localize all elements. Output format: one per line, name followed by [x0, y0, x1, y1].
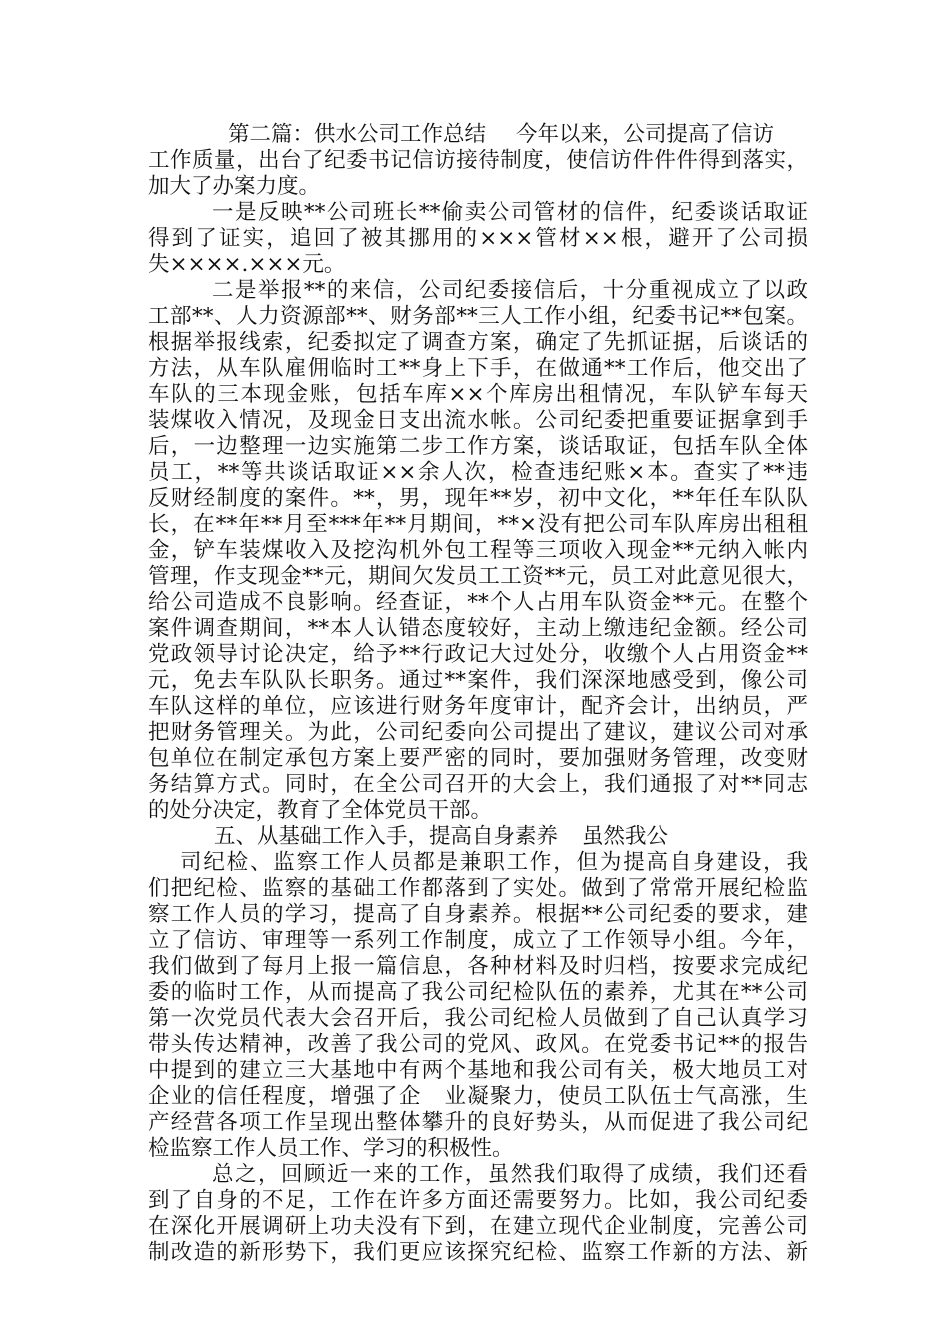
document-title: 第二篇：供水公司工作总结	[228, 122, 487, 147]
document-body	[148, 122, 808, 1266]
paragraph-line: 装煤收入情况，及现金日支出流水帐。公司纪委把重要证据拿到手	[148, 408, 808, 433]
paragraph-line: 长，在**年**月至***年**月期间，**×没有把公司车队库房出租租	[148, 512, 808, 537]
paragraph-line: 包单位在制定承包方案上要严密的同时，要加强财务管理，改变财	[148, 746, 808, 771]
paragraph-line: 检监察工作人员工作、学习的积极性。	[148, 1136, 514, 1161]
paragraph-line: 把财务管理关。为此，公司纪委向公司提出了建议，建议公司对承	[148, 720, 808, 745]
paragraph-line: 后，一边整理一边实施第二步工作方案，谈话取证，包括车队全体	[148, 434, 808, 459]
paragraph-line: 第一次党员代表大会召开后，我公司纪检人员做到了自己认真学习	[148, 1006, 808, 1031]
section-heading: 五、从基础工作入手，提高自身素养	[214, 824, 559, 849]
paragraph-line: 根据举报线索，纪委拟定了调查方案，确定了先抓证据，后谈话的	[148, 330, 808, 355]
paragraph-line: 案件调查期间，**本人认错态度较好，主动上缴违纪金额。经公司	[148, 616, 808, 641]
paragraph-line: 产经营各项工作呈现出整体攀升的良好势头，从而促进了我公司纪	[148, 1110, 808, 1135]
paragraph-text: 今年以来，公司提高了信访	[516, 122, 775, 147]
paragraph-line: 我们做到了每月上报一篇信息，各种材料及时归档，按要求完成纪	[148, 954, 808, 979]
section-heading-line	[148, 824, 808, 850]
paragraph-line: 二是举报**的来信，公司纪委接信后，十分重视成立了以政	[212, 278, 808, 303]
paragraph-line: 到了自身的不足，工作在许多方面还需要努力。比如，我公司纪委	[148, 1188, 808, 1213]
paragraph-line: 总之，回顾近一来的工作，虽然我们取得了成绩，我们还看	[212, 1162, 808, 1187]
paragraph-line: 元，免去车队队长职务。通过**案件，我们深深地感受到，像公司	[148, 668, 808, 693]
paragraph-line: 加大了办案力度。	[148, 174, 321, 199]
paragraph-line: 委的临时工作，从而提高了我公司纪检队伍的素养，尤其在**公司	[148, 980, 808, 1005]
paragraph-line: 中提到的建立三大基地中有两个基地和我公司有关，极大地员工对	[148, 1058, 808, 1083]
paragraph-line: 在深化开展调研上功夫没有下到，在建立现代企业制度，完善公司	[148, 1214, 808, 1239]
paragraph-line: 企业的信任程度，增强了企 业凝聚力，使员工队伍士气高涨，生	[148, 1084, 808, 1109]
paragraph-line: 管理，作支现金**元，期间欠发员工工资**元，员工对此意见很大，	[148, 564, 808, 589]
paragraph-line: 工部**、人力资源部**、财务部**三人工作小组，纪委书记**包案。	[148, 304, 808, 329]
paragraph-line: 立了信访、审理等一系列工作制度，成立了工作领导小组。今年，	[148, 928, 808, 953]
paragraph-line: 的处分决定，教育了全体党员干部。	[148, 798, 493, 823]
paragraph-line: 员工，**等共谈话取证××余人次，检查违纪账×本。查实了**违	[148, 460, 808, 485]
paragraph-1-line-1	[148, 122, 808, 148]
paragraph-line: 车队的三本现金账，包括车库××个库房出租情况，车队铲车每天	[148, 382, 808, 407]
paragraph-line: 反财经制度的案件。**，男，现年**岁，初中文化，**年任车队队	[148, 486, 808, 511]
paragraph-line: 务结算方式。同时，在全公司召开的大会上，我们通报了对**同志	[148, 772, 808, 797]
paragraph-line: 司纪检、监察工作人员都是兼职工作，但为提高自身建设，我	[180, 850, 808, 875]
paragraph-line: 党政领导讨论决定，给予**行政记大过处分，收缴个人占用资金**	[148, 642, 808, 667]
paragraph-line: 失××××.×××元。	[148, 252, 346, 277]
paragraph-line: 一是反映**公司班长**偷卖公司管材的信件，纪委谈话取证	[212, 200, 808, 225]
paragraph-line: 车队这样的单位，应该进行财务年度审计，配齐会计，出纳员，严	[148, 694, 808, 719]
paragraph-line: 带头传达精神，改善了我公司的党风、政风。在党委书记**的报告	[148, 1032, 808, 1057]
paragraph-line: 制改造的新形势下，我们更应该探究纪检、监察工作新的方法、新	[148, 1240, 808, 1265]
paragraph-line: 金，铲车装煤收入及挖沟机外包工程等三项收入现金**元纳入帐内	[148, 538, 808, 563]
paragraph-line: 给公司造成不良影响。经查证，**个人占用车队资金**元。在整个	[148, 590, 808, 615]
paragraph-text: 虽然我公	[582, 824, 669, 849]
paragraph-line: 们把纪检、监察的基础工作都落到了实处。做到了常常开展纪检监	[148, 876, 808, 901]
paragraph-line: 察工作人员的学习，提高了自身素养。根据**公司纪委的要求，建	[148, 902, 808, 927]
paragraph-line: 得到了证实，追回了被其挪用的×××管材××根，避开了公司损	[148, 226, 808, 251]
paragraph-line: 方法，从车队雇佣临时工**身上下手，在做通**工作后，他交出了	[148, 356, 808, 381]
paragraph-line: 工作质量，出台了纪委书记信访接待制度，使信访件件件得到落实，	[148, 148, 808, 173]
